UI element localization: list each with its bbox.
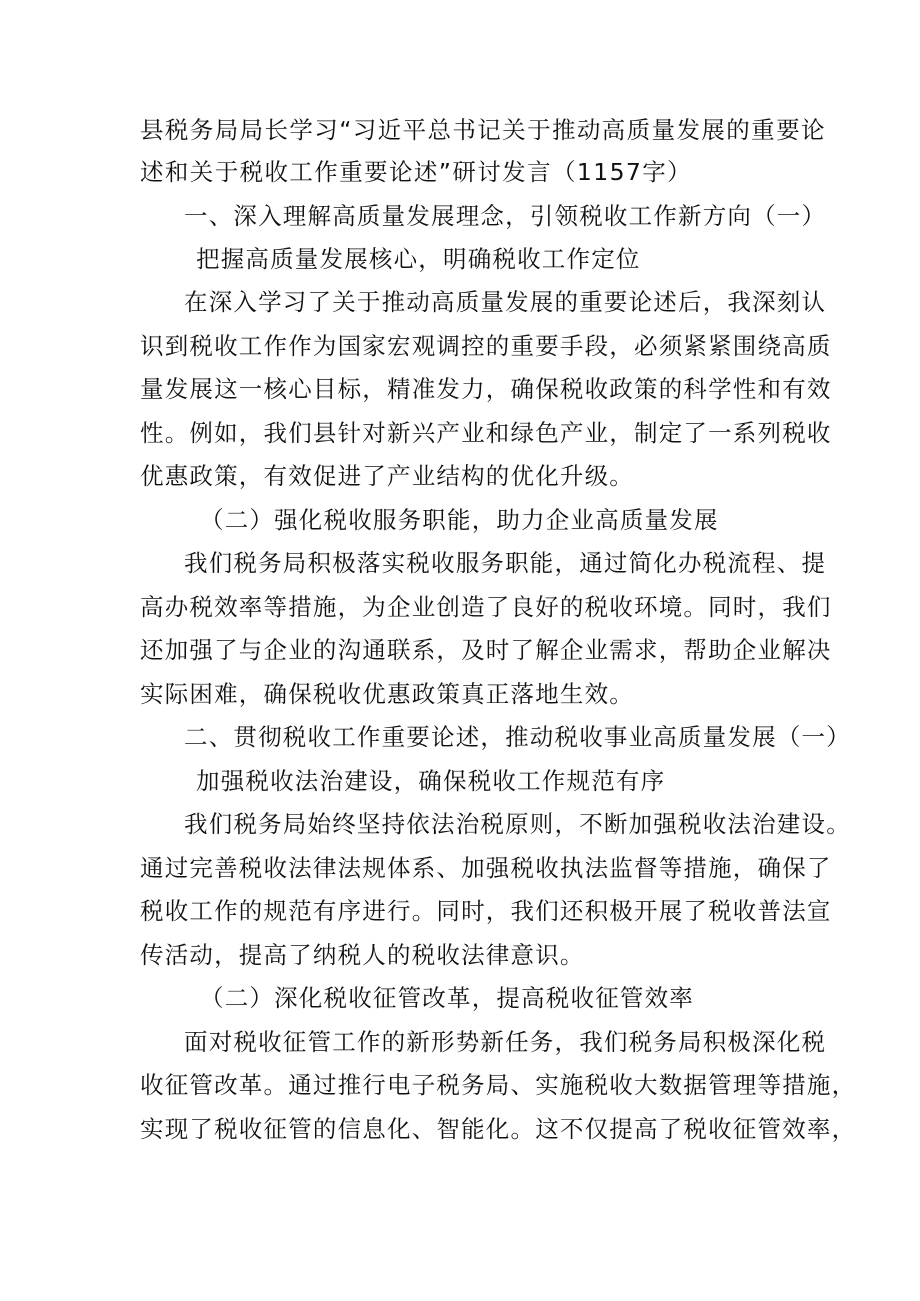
section2-paragraph1-line-1: 我们税务局始终坚持依法治税原则，不断加强税收法治建设。 (184, 810, 851, 838)
section1-paragraph1-line-4: 性。例如，我们县针对新兴产业和绿色产业，制定了一系列税收 (140, 419, 832, 447)
section1-paragraph2-line-2: 高办税效率等措施，为企业创造了良好的税收环境。同时，我们 (140, 593, 832, 621)
section1-paragraph1-line-5: 优惠政策，有效促进了产业结构的优化升级。 (140, 462, 634, 490)
section1-subheading-2: （二）强化税收服务职能，助力企业高质量发展 (200, 506, 719, 534)
section1-paragraph2-line-1: 我们税务局积极落实税收服务职能，通过简化办税流程、提 (184, 549, 827, 577)
document-title-line-2: 述和关于税收工作重要论述”研讨发言（1157字） (140, 158, 693, 186)
section1-paragraph2-line-3: 还加强了与企业的沟通联系，及时了解企业需求，帮助企业解决 (140, 636, 832, 664)
document-title-line-1: 县税务局局长学习“习近平总书记关于推动高质量发展的重要论 (140, 116, 826, 144)
section2-heading-line-1: 二、贯彻税收工作重要论述，推动税收事业高质量发展（一） (184, 723, 851, 751)
section2-paragraph1-line-3: 税收工作的规范有序进行。同时，我们还积极开展了税收普法宣 (140, 897, 832, 925)
section1-paragraph1-line-1: 在深入学习了关于推动高质量发展的重要论述后，我深刻认 (184, 288, 827, 316)
section2-paragraph1-line-2: 通过完善税收法律法规体系、加强税收执法监督等措施，确保了 (140, 854, 832, 882)
section2-paragraph2-line-1: 面对税收征管工作的新形势新任务，我们税务局积极深化税 (184, 1028, 827, 1056)
section1-heading-line-2: 把握高质量发展核心，明确税收工作定位 (196, 245, 641, 273)
section2-paragraph2-line-2: 收征管改革。通过推行电子税务局、实施税收大数据管理等措施， (140, 1071, 857, 1099)
section2-subheading-2: （二）深化税收征管改革，提高税收征管效率 (200, 984, 694, 1012)
section1-paragraph2-line-4: 实际困难，确保税收优惠政策真正落地生效。 (140, 680, 634, 708)
section1-paragraph1-line-3: 量发展这一核心目标，精准发力，确保税收政策的科学性和有效 (140, 375, 832, 403)
section2-paragraph1-line-4: 传活动，提高了纳税人的税收法律意识。 (140, 941, 585, 969)
section2-paragraph2-line-3: 实现了税收征管的信息化、智能化。这不仅提高了税收征管效率， (140, 1115, 857, 1143)
section1-paragraph1-line-2: 识到税收工作作为国家宏观调控的重要手段，必须紧紧围绕高质 (140, 332, 832, 360)
section2-heading-line-2: 加强税收法治建设，确保税收工作规范有序 (196, 767, 666, 795)
section1-heading-line-1: 一、深入理解高质量发展理念，引领税收工作新方向（一） (184, 202, 827, 230)
